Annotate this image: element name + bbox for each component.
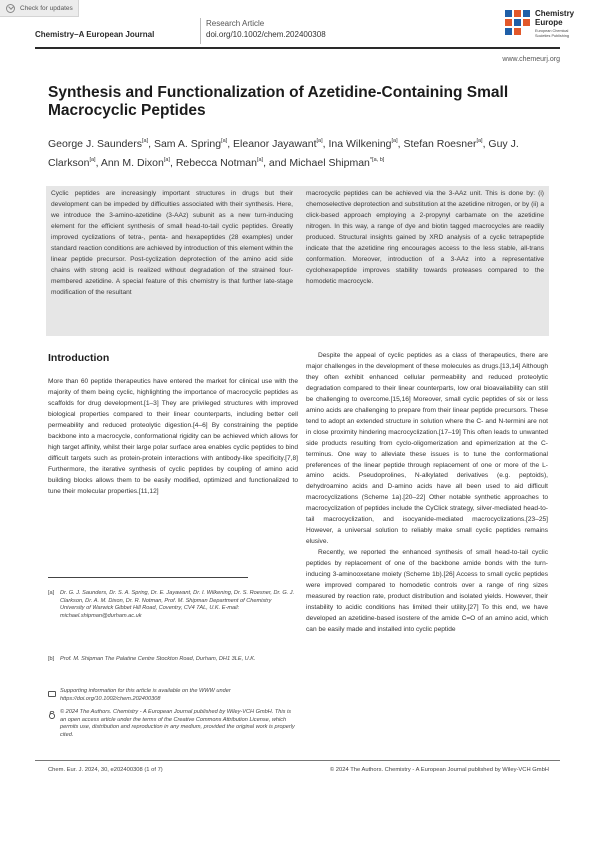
introduction-right-column [306,351,548,636]
author-affiliation-marker: [a] [141,138,149,144]
check-for-updates-badge[interactable] [0,0,79,17]
supporting-info-icon [48,691,56,697]
chemistry-europe-logo-icon [505,10,533,38]
copyright-footer: © 2024 The Authors. Chemistry - A European Journal published by Wiley-VCH GmbH [329,767,549,773]
author-affiliation-marker: [a] [163,157,170,163]
header-rule [35,47,560,49]
citation-footer: Chem. Eur. J. 2024, 30, e202400308 (1 of 7) [48,767,163,773]
intro-paragraph-1: More than 60 peptide therapeutics have entered the market for clinical use with the majority of them being cyclic, highlighting the importance of macrocyclic peptides as scaffolds for drug development.[1–3] They are privileged structures with improved biological properties compared to their linear counterparts, including better cell permeability and reduced proteolytic digestion.[4–6] By constraining the peptide backbone into a macrocycle, conformational rigidity can be achieved which allows for high target affinity, whilst their large polar surface area enables cyclic peptides to bind difficult targets such as protein-protein interactions with antibody-like specificity.[7,8] Furthermore, the iterative synthesis of cyclic peptides by coupling of amino acid building blocks allows them to be easily modified, optimized and functionalized to tune their molecular properties.[11,12] [48,378,298,495]
author-name: George J. Saunders [48,138,142,150]
doi-link[interactable]: doi.org/10.1002/chem.202400308 [206,30,326,39]
supporting-info-note[interactable]: Supporting information for this article is available on the WWW under https://doi.org/10.1002/chem.202400308 [60,688,231,702]
introduction-heading: Introduction [48,352,110,364]
article-type: Research Article [206,19,265,28]
author-affiliation-marker: [a] [391,138,398,144]
footnote-a-label: [a] [48,590,55,596]
footnote-b-affiliation: Prof. M. Shipman The Palatine Centre Stockton Road, Durham, DH1 3LE, U.K. [60,656,256,662]
abstract-left-column: Cyclic peptides are increasingly important structures in drugs but their development can be impeded by difficulties associated with their synthesis. Here, we introduce the 3-amino-azetidine (3-AAz) subunit as a new turn-inducing element for the efficient synthesis of small head-to-tail cyclic peptides. Greatly improved cyclizations of tetra-, penta- and hexapeptides (28 examples) under standard reaction conditions are achieved by introduction of this element within the linear peptide precursor. Post-cyclization deprotection of the amino acid side chains with strong acid is realized without degradation of the strained four-membered azetidine. A special feature of this chemistry is that further late-stage modification of the resultant [51,190,293,296]
author-affiliation-marker: *[a, b] [369,157,385,163]
intro-paragraph-3: Recently, we reported the enhanced synthesis of small head-to-tail cyclic peptides by replacement of one of the backbone amide bonds with the turn-inducing 3-aminooxetane moiety (Scheme 1b).[26] Access to small cyclic peptides were improved compared to homodetic controls over a range of ring sizes measured by reaction rate, product distribution and isolated yields. However, their instability to acidic conditions has limited their utility.[27] To this end, we have developed an azetidine-based isostere of the amide C=O of an amino acid, which can be easily made and installed into cyclic peptide [306,549,548,633]
footnote-a-affiliation: Dr. G. J. Saunders, Dr. S. A. Spring, Dr. E. Jayawant, Dr. I. Wilkening, Dr. S. Roesner, Dr. G. J. Clarkson, Dr. A. M. Dixon, Dr. R. Notman, Prof. M. Shipman Department of Chemistry University of Warwick Gibbet Hill Road, Coventry, CV4 7AL, U.K. E-mail: michael.shipman@durham.ac.uk [60,590,295,619]
logo-subtitle: European Chemical Societies Publishing [535,29,569,38]
open-access-license-note: © 2024 The Authors. Chemistry - A European Journal published by Wiley-VCH GmbH. This is an open access article under the terms of the Creative Commons Attribution License, which permits use, distribution and reproduction in any medium, provided the original work is properly cited. [60,709,295,738]
footer-rule [35,760,560,761]
author-affiliation-marker: [a] [316,138,323,144]
author-name: Ann M. Dixon [100,157,164,169]
intro-paragraph-2: Despite the appeal of cyclic peptides as a class of therapeutics, there are major challenges in the development of these molecules as drugs.[13,14] Although they often exhibit enhanced cellular permeability and reduced proteolytic degradation compared to their linear counterparts, low oral bioavailability can still be challenging to overcome.[15,16] Moreover, small cyclic peptides of six or less amino acids are challenging to prepare from their linear peptide precursors. These tend to adopt an extended structure in solution where the C- and N-termini are not in close proximity hindering macrocyclization.[17–19] This often leads to unwanted side products resulting from cyclo-oligomerization and epimerization at the C-terminus. One way to alleviate these issues is to tune the conformational preferences of the linear peptide through replacement of one or more of the L-amino acids. Pseudoprolines, N-alkylated derivatives (e.g. peptoids), dehydroamino acids and D-amino acids have all been used to aid difficult macrocyclizations (Scheme 1a).[20–22] Other notable synthetic approaches to macrocyclization of peptides include the CyClick strategy, silver-mediated head-to-tail macrocyclization, and isocyanide-mediated macrocyclizations.[23–25] However, a universal solution to reliably make small cyclic peptides remains elusive. [306,352,548,546]
header-divider [200,18,201,44]
refresh-icon [6,4,15,13]
author-name: Sam A. Spring [153,138,222,150]
journal-name: Chemistry–A European Journal [35,30,155,39]
author-affiliation-marker: [a] [89,157,96,163]
chemistry-europe-logo [505,9,575,43]
author-name: Stefan Roesner [403,138,477,150]
author-name: Eleanor Jayawant [233,138,317,150]
journal-website-link[interactable]: www.chemeurj.org [502,56,560,63]
author-list: George J. Saunders[a], Sam A. Spring[a], Eleanor Jayawant[a], Ina Wilkening[a], Stefan Roesner[a], Guy J. Clarkson[a], Ann M. Dixon[a], Rebecca Notman[a], and Michael Shipman$^{*[a, b]}$ [48,138,519,169]
author-name: Rebecca Notman [175,157,257,169]
author-name: and Michael Shipman [268,157,370,169]
author-affiliation-marker: [a] [256,157,264,163]
author-affiliation-marker: [a] [221,138,228,144]
logo-line-1: Chemistry [535,9,575,18]
author-name: Ina Wilkening [328,138,392,150]
logo-line-2: Europe [535,18,563,27]
author-affiliation-marker: [a] [476,138,483,144]
footnote-rule [48,577,248,578]
check-for-updates-label: Check for updates [20,4,73,12]
introduction-left-column [48,377,298,497]
open-access-icon [48,711,56,719]
article-title: Synthesis and Functionalization of Azetidine-Containing Small Macrocyclic Peptides [48,84,509,119]
footnote-b-label: [b] [48,656,55,662]
abstract-right-column: macrocyclic peptides can be achieved via the 3-AAz unit. This is done by: (i) chemoselective deprotection and substitution at the azetidine nitrogen, or by (ii) a click-based approach employing a 2-propynyl carbamate on the azetidine nitrogen. In this way, a range of dye and biotin tagged macrocycles are readily produced. Structural insights gained by XRD analysis of a cyclic tetrapeptide indicate that the azetidine ring encourages access to the less stable, all-trans conformation. Moreover, introduction of a 3-AAz into a representative cyclohexapeptide improves stability towards proteases compared to the homodetic macrocycle. [306,190,544,285]
author-name: Guy J. Clarkson [48,138,519,169]
